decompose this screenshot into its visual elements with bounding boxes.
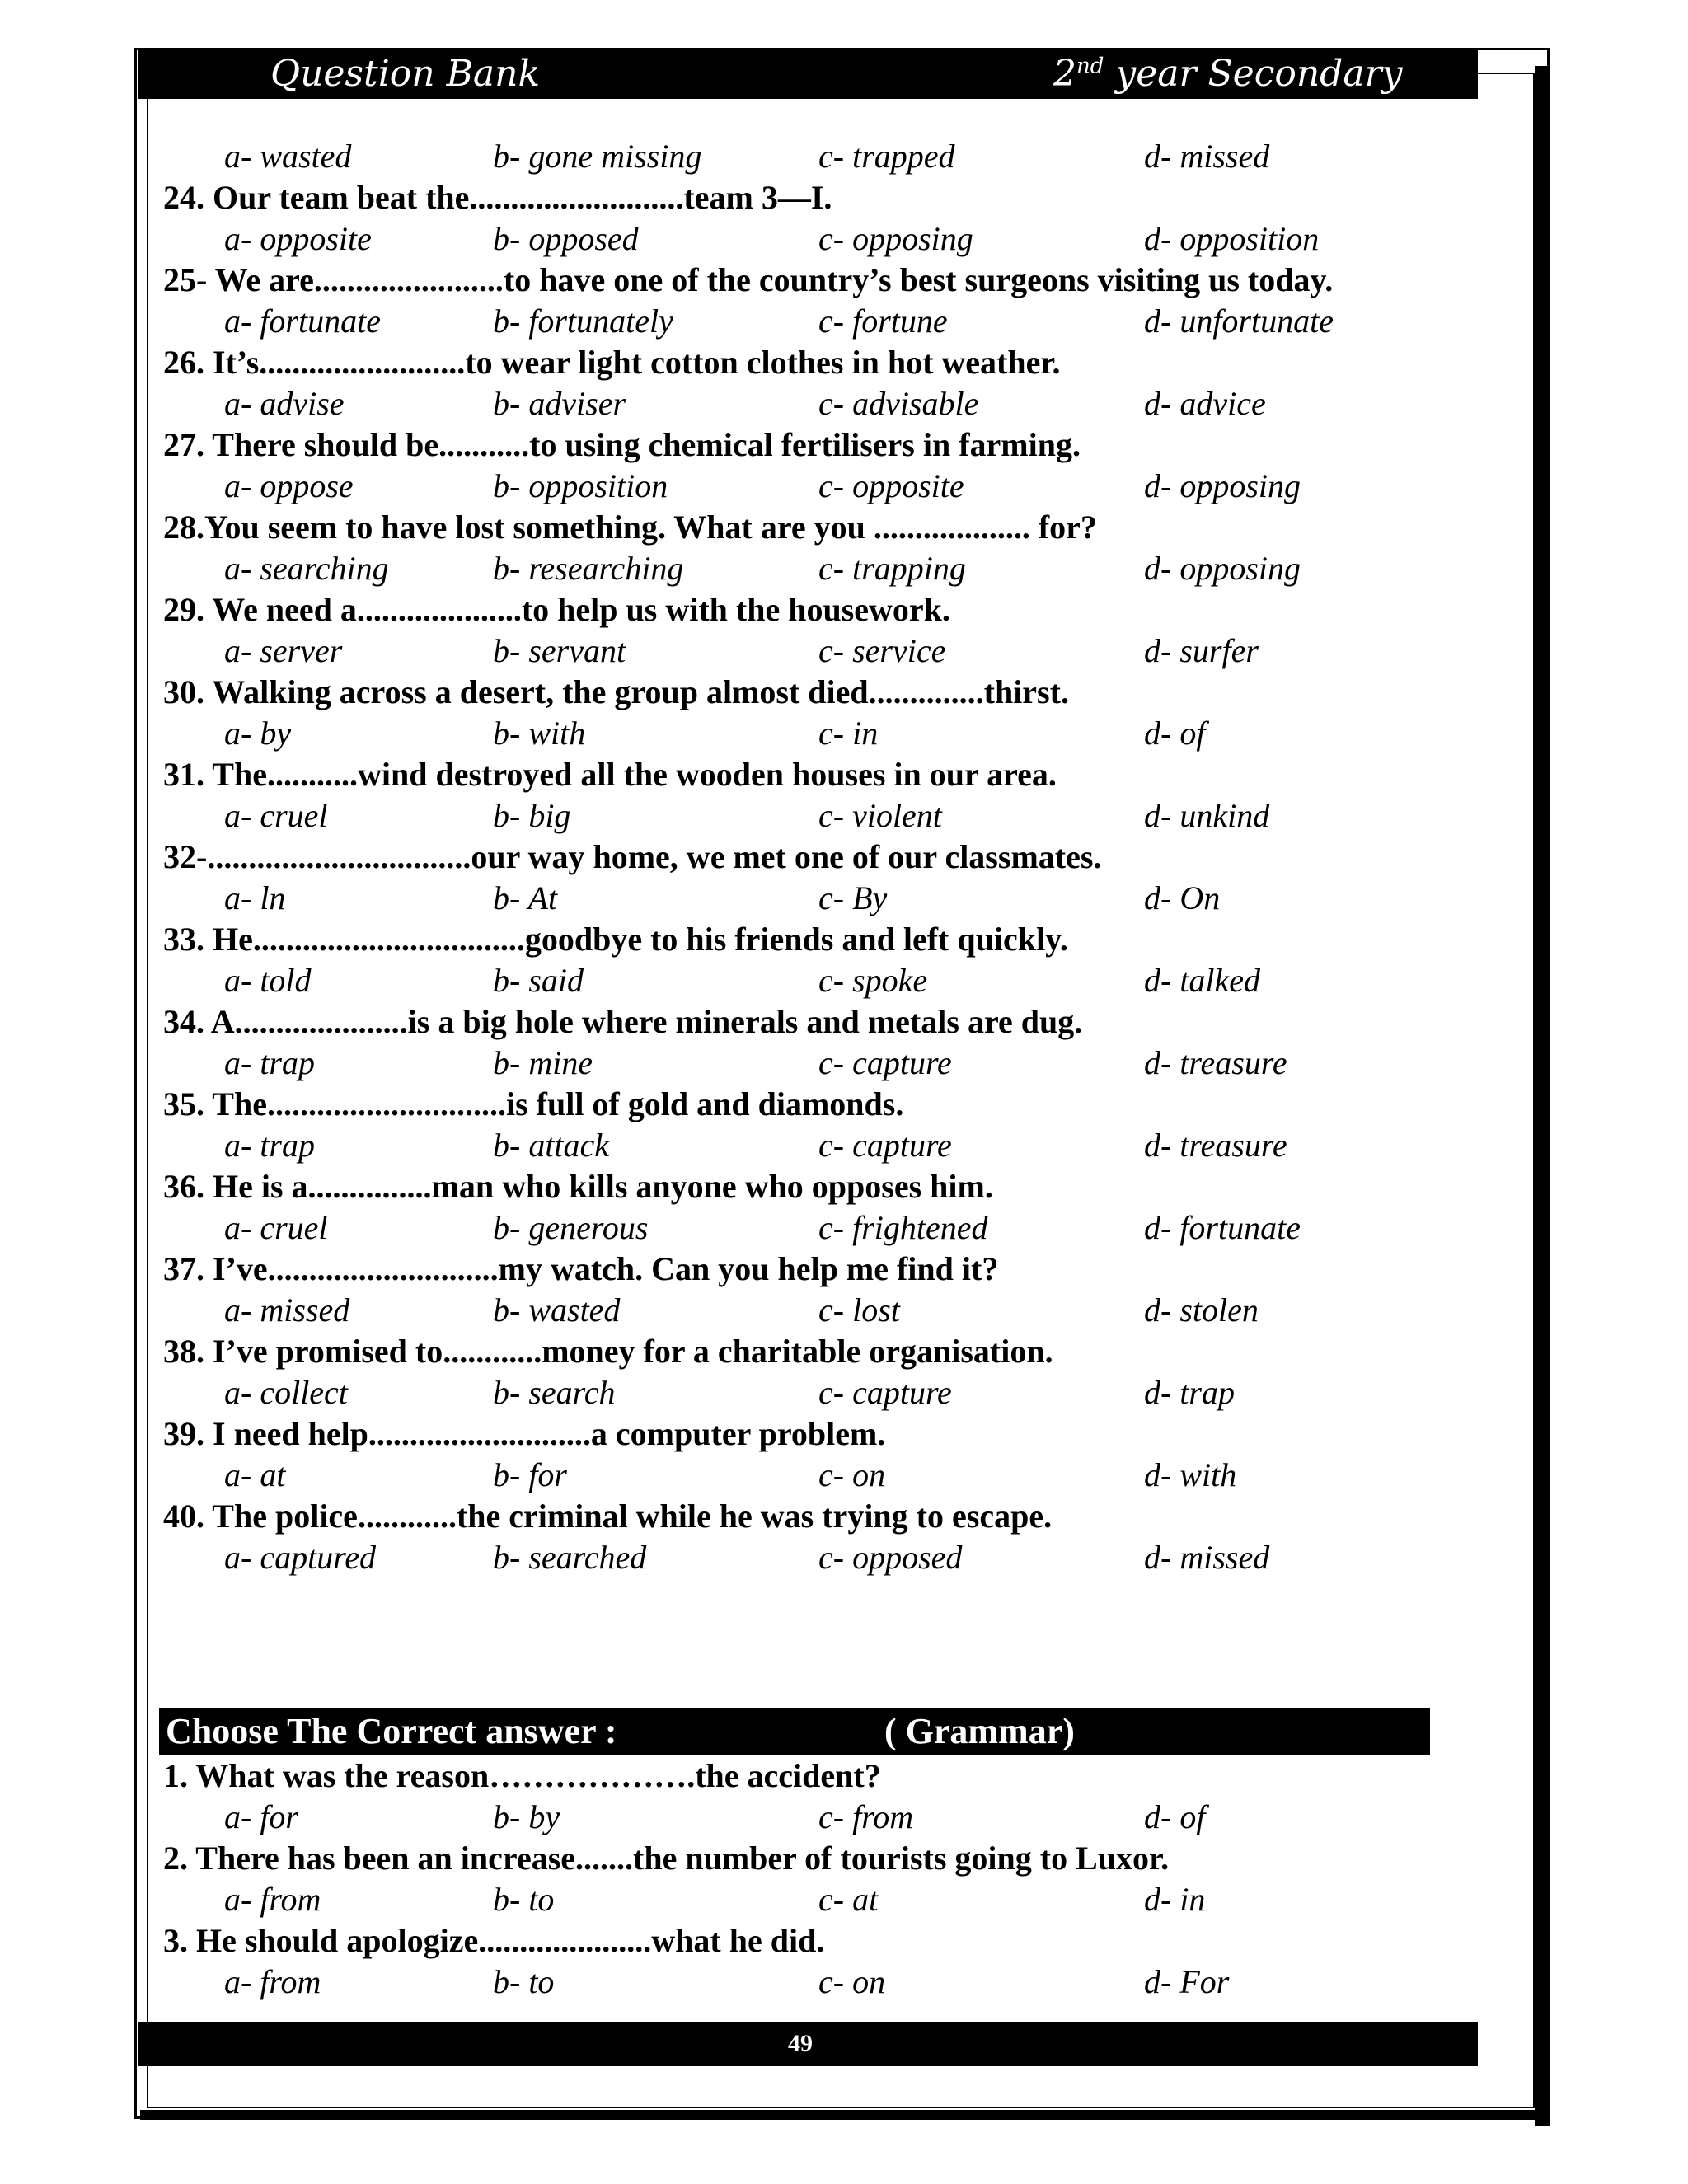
answer-option: d- with (1144, 1456, 1237, 1493)
answer-option: c- on (818, 1963, 886, 2000)
answer-option: c- opposing (818, 220, 973, 257)
answer-options (163, 1961, 1465, 2003)
answer-option: d- opposing (1144, 467, 1301, 504)
answer-options (163, 1537, 1465, 1578)
answer-option: c- lost (818, 1291, 900, 1329)
answer-option: c- in (818, 715, 879, 752)
question-text: 39. I need help...........................a computer problem. (163, 1415, 886, 1452)
answer-option: d- stolen (1144, 1291, 1259, 1329)
answer-option: a- searching (224, 550, 389, 587)
answer-option: b- to (493, 1963, 555, 2000)
answer-option: c- spoke (818, 962, 928, 999)
answer-option: c- capture (818, 1374, 952, 1411)
answer-options (163, 630, 1465, 672)
question-text: 38. I’ve promised to............money for a charitable organisation. (163, 1333, 1053, 1370)
answer-option: b- said (493, 962, 584, 999)
answer-option: c- capture (818, 1044, 952, 1081)
page-footer-bar (138, 2022, 1478, 2066)
question-text: 24. Our team beat the..........................team 3—I. (163, 179, 832, 216)
answer-options (163, 218, 1465, 260)
question-text: 1. What was the reason……………….the accident? (163, 1757, 881, 1794)
question-text: 2. There has been an increase.......the number of tourists going to Luxor. (163, 1840, 1170, 1877)
answer-option: d- fortunate (1144, 1209, 1301, 1246)
answer-option: a- for (224, 1798, 298, 1835)
question-text: 34. A.....................is a big hole where minerals and metals are dug. (163, 1003, 1083, 1040)
answer-option: a- cruel (224, 1209, 328, 1246)
answer-options (163, 795, 1465, 837)
answer-option: d- missed (1144, 138, 1270, 175)
answer-option: d- treasure (1144, 1044, 1287, 1081)
answer-option: b- opposed (493, 220, 639, 257)
answer-option: b- search (493, 1374, 616, 1411)
answer-option: c- trapped (818, 138, 955, 175)
answer-option: d- On (1144, 879, 1221, 916)
answer-option: a- captured (224, 1539, 377, 1576)
question-text: 27. There should be...........to using chemical fertilisers in farming. (163, 426, 1081, 463)
answer-options (163, 548, 1465, 589)
answer-option: b- for (493, 1456, 567, 1493)
header-title: Question Bank (270, 53, 541, 95)
answer-option: c- service (818, 632, 946, 669)
answer-option: c- fortune (818, 302, 948, 340)
answer-option: a- ln (224, 879, 286, 916)
answer-options (163, 1797, 1465, 1838)
answer-option: a- by (224, 715, 292, 752)
answer-option: a- missed (224, 1291, 350, 1329)
answer-option: b- At (493, 879, 558, 916)
grade-suffix: nd (1076, 54, 1104, 79)
answer-option: b- attack (493, 1127, 610, 1164)
answer-option: d- of (1144, 715, 1206, 752)
answer-option: b- big (493, 797, 571, 834)
answer-option: a- wasted (224, 138, 352, 175)
answer-option: b- opposition (493, 467, 668, 504)
answer-option: c- capture (818, 1127, 952, 1164)
answer-option: c- violent (818, 797, 942, 834)
answer-options (163, 1290, 1465, 1331)
page-header-bar (138, 48, 1478, 99)
answer-option: c- advisable (818, 385, 979, 422)
answer-option: d- unfortunate (1144, 302, 1334, 340)
answer-option: a- server (224, 632, 343, 669)
grade-number: 2 (1053, 53, 1076, 95)
question-text: 25- We are.......................to have one of the country’s best surgeons visiting us today. (163, 261, 1334, 298)
answer-option: a- from (224, 1963, 321, 2000)
answer-option: d- opposition (1144, 220, 1320, 257)
answer-option: d- treasure (1144, 1127, 1287, 1164)
question-text: 31. The...........wind destroyed all the wooden houses in our area. (163, 756, 1057, 793)
answer-options (163, 1455, 1465, 1496)
answer-option: a- from (224, 1881, 321, 1918)
answer-option: b- servant (493, 632, 626, 669)
answer-option: b- to (493, 1881, 555, 1918)
section-heading-bar (159, 1708, 1430, 1755)
question-text: 3. He should apologize.....................what he did. (163, 1922, 825, 1959)
question-text: 26. It’s.........................to wear light cotton clothes in hot weather. (163, 344, 1061, 381)
answer-option: a- fortunate (224, 302, 381, 340)
answer-option: a- oppose (224, 467, 354, 504)
answer-option: a- trap (224, 1044, 315, 1081)
section-title: Choose The Correct answer : (166, 1711, 617, 1751)
answer-options (163, 1125, 1465, 1166)
answer-option: d- in (1144, 1881, 1206, 1918)
answer-options (163, 383, 1465, 424)
answer-option: a- told (224, 962, 312, 999)
answer-option: b- mine (493, 1044, 593, 1081)
answer-option: c- at (818, 1881, 879, 1918)
answer-option: b- wasted (493, 1291, 621, 1329)
answer-option: a- opposite (224, 220, 372, 257)
answer-option: b- with (493, 715, 586, 752)
answer-options (163, 301, 1465, 342)
question-text: 30. Walking across a desert, the group almost died..............thirst. (163, 673, 1069, 710)
answer-options (163, 136, 1465, 177)
answer-option: d- of (1144, 1798, 1206, 1835)
answer-options (163, 1879, 1465, 1920)
answer-option: d- missed (1144, 1539, 1270, 1576)
answer-option: b- searched (493, 1539, 647, 1576)
question-text: 35. The.............................is full of gold and diamonds. (163, 1085, 904, 1122)
answer-options (163, 878, 1465, 919)
answer-option: c- trapping (818, 550, 966, 587)
answer-option: d- opposing (1144, 550, 1301, 587)
section-topic: ( Grammar) (884, 1711, 1075, 1751)
answer-option: c- frightened (818, 1209, 988, 1246)
answer-options (163, 1043, 1465, 1084)
answer-option: c- on (818, 1456, 886, 1493)
question-text: 28.You seem to have lost something. What are you ................... for? (163, 509, 1097, 546)
answer-option: c- opposite (818, 467, 964, 504)
grade-text: year Secondary (1104, 53, 1403, 95)
answer-option: c- By (818, 879, 888, 916)
answer-option: b- fortunately (493, 302, 673, 340)
answer-options (163, 713, 1465, 754)
answer-option: d- advice (1144, 385, 1266, 422)
answer-options (163, 960, 1465, 1001)
answer-option: b- adviser (493, 385, 626, 422)
answer-option: d- For (1144, 1963, 1230, 2000)
question-text: 29. We need a....................to help us with the housework. (163, 591, 950, 628)
grammar-questions (163, 1755, 1465, 2003)
answer-option: a- cruel (224, 797, 328, 834)
answer-option: b- generous (493, 1209, 649, 1246)
answer-option: c- opposed (818, 1539, 963, 1576)
answer-option: d- talked (1144, 962, 1261, 999)
answer-option: d- trap (1144, 1374, 1235, 1411)
answer-options (163, 466, 1465, 507)
answer-option: b- gone missing (493, 138, 702, 175)
header-grade (1053, 53, 1402, 95)
question-text: 40. The police............the criminal while he was trying to escape. (163, 1497, 1053, 1535)
answer-option: a- trap (224, 1127, 315, 1164)
answer-option: a- collect (224, 1374, 348, 1411)
answer-option: a- at (224, 1456, 286, 1493)
vocabulary-questions (163, 136, 1465, 1578)
answer-option: a- advise (224, 385, 345, 422)
page-number: 49 (788, 2030, 813, 2057)
answer-option: c- from (818, 1798, 914, 1835)
answer-options (163, 1207, 1465, 1249)
question-text: 33. He.................................goodbye to his friends and left quickly. (163, 921, 1068, 958)
question-text: 36. He is a...............man who kills anyone who opposes him. (163, 1168, 993, 1205)
question-text: 37. I’ve............................my watch. Can you help me find it? (163, 1250, 999, 1287)
answer-option: b- researching (493, 550, 684, 587)
question-text: 32-................................our way home, we met one of our classmates. (163, 838, 1102, 875)
answer-option: d- unkind (1144, 797, 1270, 834)
answer-option: b- by (493, 1798, 560, 1835)
answer-option: d- surfer (1144, 632, 1259, 669)
answer-options (163, 1372, 1465, 1413)
